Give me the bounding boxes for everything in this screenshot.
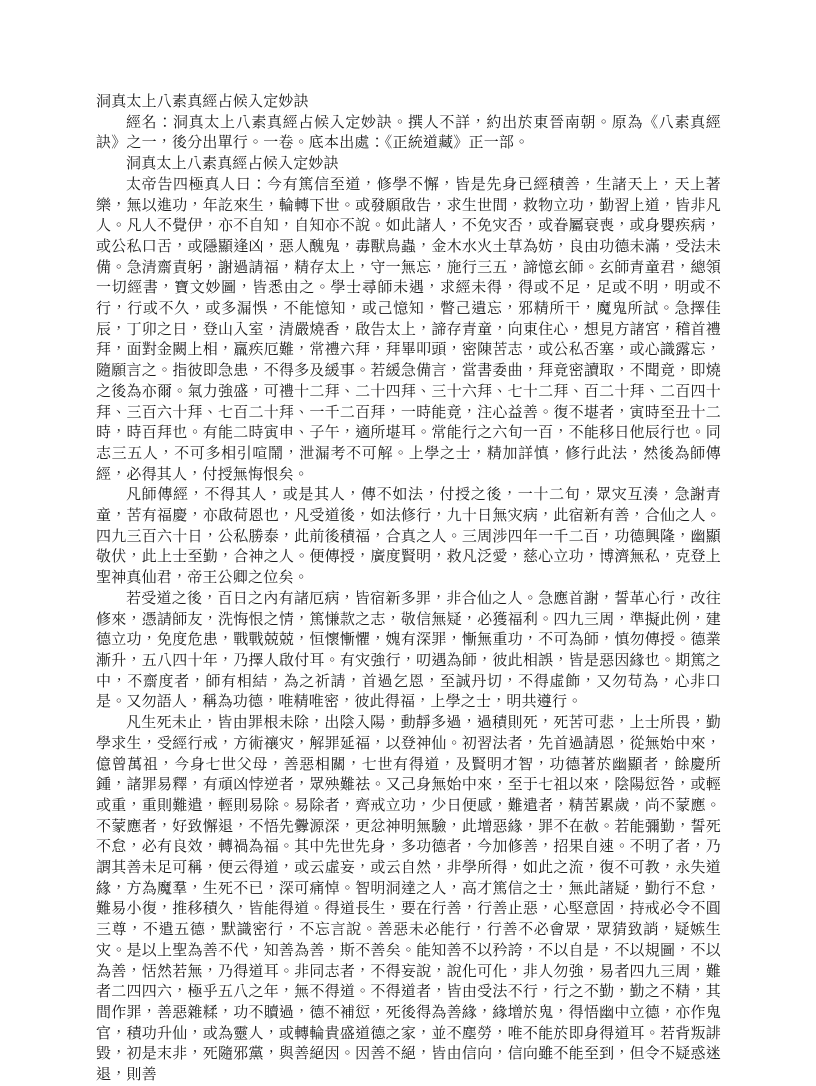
section-title: 洞真太上八素真經占候入定妙訣 [126, 156, 339, 173]
body-paragraph-4: 凡生死未止，皆由罪根未除，出陰入陽，動靜多過，過積則死，死苦可悲，上士所畏，勤學求生，受經行戒，方術禳灾，解罪延福，以登神仙。初習法者，先首過請恩，從無始中來，億曾萬祖，今身七世父母，善惡相關，七世有得道，及賢明才智，功德著於幽顯者，餘慶所鍾，諸罪易釋，有頑凶悖逆者，眾殃難祛。又己身無始中來，至于七祖以來，陰陽愆咎，或輕或重，重則難遣，輕則易除。易除者，齊戒立功，少日便感，難遣者，精苦累歲，尚不蒙應。不蒙應者，好致懈退，不悟先釁源深，更忿神明無驗，此增惡緣，罪不在赦。若能彌勤，誓死不怠，必有良效，轉禍為福。其中先世先身，多功德者，今加修善，招果自速。不明了者，乃謂其善未足可稱，便云得道，或云虛妄，或云自然，非學所得，如此之流，復不可教，永失道緣，方為魔羣，生死不已，深可痛悼。智明洞達之人，高才篤信之士，無此諸疑，勤行不怠，難易小復，推移積久，皆能得道。得道長生，要在行善，行善止惡，心堅意固，持戒必令不圓三尊，不遣五德，默識密行，不忘言說。善惡未必能行，行善不必會眾，眾猜致誚，疑嫉生灾。是以上聖為善不代，知善為善，斯不善矣。能知善不以矜誇，不以自是，不以規圖，不以為善，恬然若無，乃得道耳。非同志者，不得妄說，說化可化，非人勿強，易者四九三周，難者二四四六，極乎五八之年，無不得道。不得道者，皆由受法不行，行之不勤，勤之不精，其間作罪，善惡雜糅，功不贖過，德不補愆，死後得為善緣，緣增於鬼，得悟幽中立德，亦作鬼官，積功升仙，或為靈人，或轉輪貴盛道德之家，並不塵勞，唯不能於即身得道耳。若背叛誹毀，初是末非，死隨邪黨，與善絕因。因善不絕，皆由信向，信向雖不能至到，但令不疑惑迷退，則善 [96, 715, 721, 1084]
document-title: 洞真太上八素真經占候入定妙訣 [96, 94, 309, 110]
body-paragraph-3: 若受道之後，百日之內有諸厄病，皆宿新多罪，非合仙之人。急應首謝，誓革心行，改往修來，憑請師友，洗悔恨之情，篤慊款之志，敬信無疑，必獲福利。四九三周，準擬此例，建德立功，免度危患，戰戰兢兢，恒懷慚懼，媿有深罪，慚無重功，不可為師，慎勿傳授。德業漸升，五八四十年，乃擇人啟付耳。有灾強行，叨遇為師，彼此相誤，皆是惡因緣也。期篤之中，不齋度者，師有相結，為之祈請，首過乞恩，至誠丹切，不得虛飾，又勿苟為，心非口是。又勿語人，稱為功德，唯精唯密，彼此得福，上學之士，明共遵行。 [96, 590, 721, 711]
body-paragraph-1: 太帝告四極真人曰：今有篤信至道，修學不懈，皆是先身已經積善，生諸天上，天上著樂，無以進功，年訖來生，輪轉下世。或發願啟告，求生世間，救物立功，勤習上道，皆非凡人。凡人不覺伊，亦不自知，自知亦不說。如此諸人，不免灾否，或眷屬衰喪，或身嬰疾病，或公私口舌，或隱顯逢凶，惡人醜鬼，毒獸鳥蟲，金木水火土草為妨，良由功德未滿，受法未備。急清齋責躬，謝過請福，精存太上，守一無忘，施行三五，諦憶玄師。玄師青童君，總領一切經書，寶文妙圖，皆悉由之。學士尋師未遇，求經未得，得或不足，足或不明，明或不行，行或不久，或多漏悞，不能憶知，或己憶知，瞥己遺忘，邪精所干，魔鬼所試。急擇佳辰，丁卯之日，登山入室，清嚴燒香，啟告太上，諦存青童，向東住心，想見方諸宮，稽首禮拜，面對金闕上相，羸疾厄難，常禮六拜，拜畢叩頭，密陳苦志，或公私否塞，或心識露忘，隨願言之。指彼即急患，不得多及緩事。若緩急備言，當書委曲，拜竟密讀取，不聞竟，即燒之後為亦爾。氣力強盛，可禮十二拜、二十四拜、三十六拜、七十二拜、百二十拜、二百四十拜、三百六十拜、七百二十拜、一千二百拜，一時能竟，注心益善。復不堪者，寅時至丑十二時，時百拜也。有能二時寅申、子午，適所堪耳。常能行之六旬一百，不能移日他辰行也。同志三五人，不可多相引喧鬧，泄漏考不可解。上學之士，精加詳慎，修行此法，然後為師傳經，必得其人，付授無悔恨矣。 [96, 176, 721, 483]
colophon-paragraph: 經名：洞真太上八素真經占候入定妙訣。撰人不詳，約出於東晉南朝。原為《八素真經訣》之一，後分出單行。一卷。底本出處：《正統道藏》正一部。 [96, 114, 721, 152]
body-paragraph-2: 凡師傳經，不得其人，或是其人，傳不如法，付授之後，一十二旬，眾灾互湊，急謝青童，苦有福慶，亦啟荷恩也，凡受道後，如法修行，九十日無灾病，此宿新有善，合仙之人。四九三百六十日，公私勝泰，此前後積福，合真之人。三周涉四年一千二百，功德興隆，幽顯敬伏，此上士至勤，合神之人。便傳授，廣度賢明，救凡泛愛，慈心立功，博濟無私，克登上聖神真仙君，帝王公卿之位矣。 [96, 487, 721, 587]
